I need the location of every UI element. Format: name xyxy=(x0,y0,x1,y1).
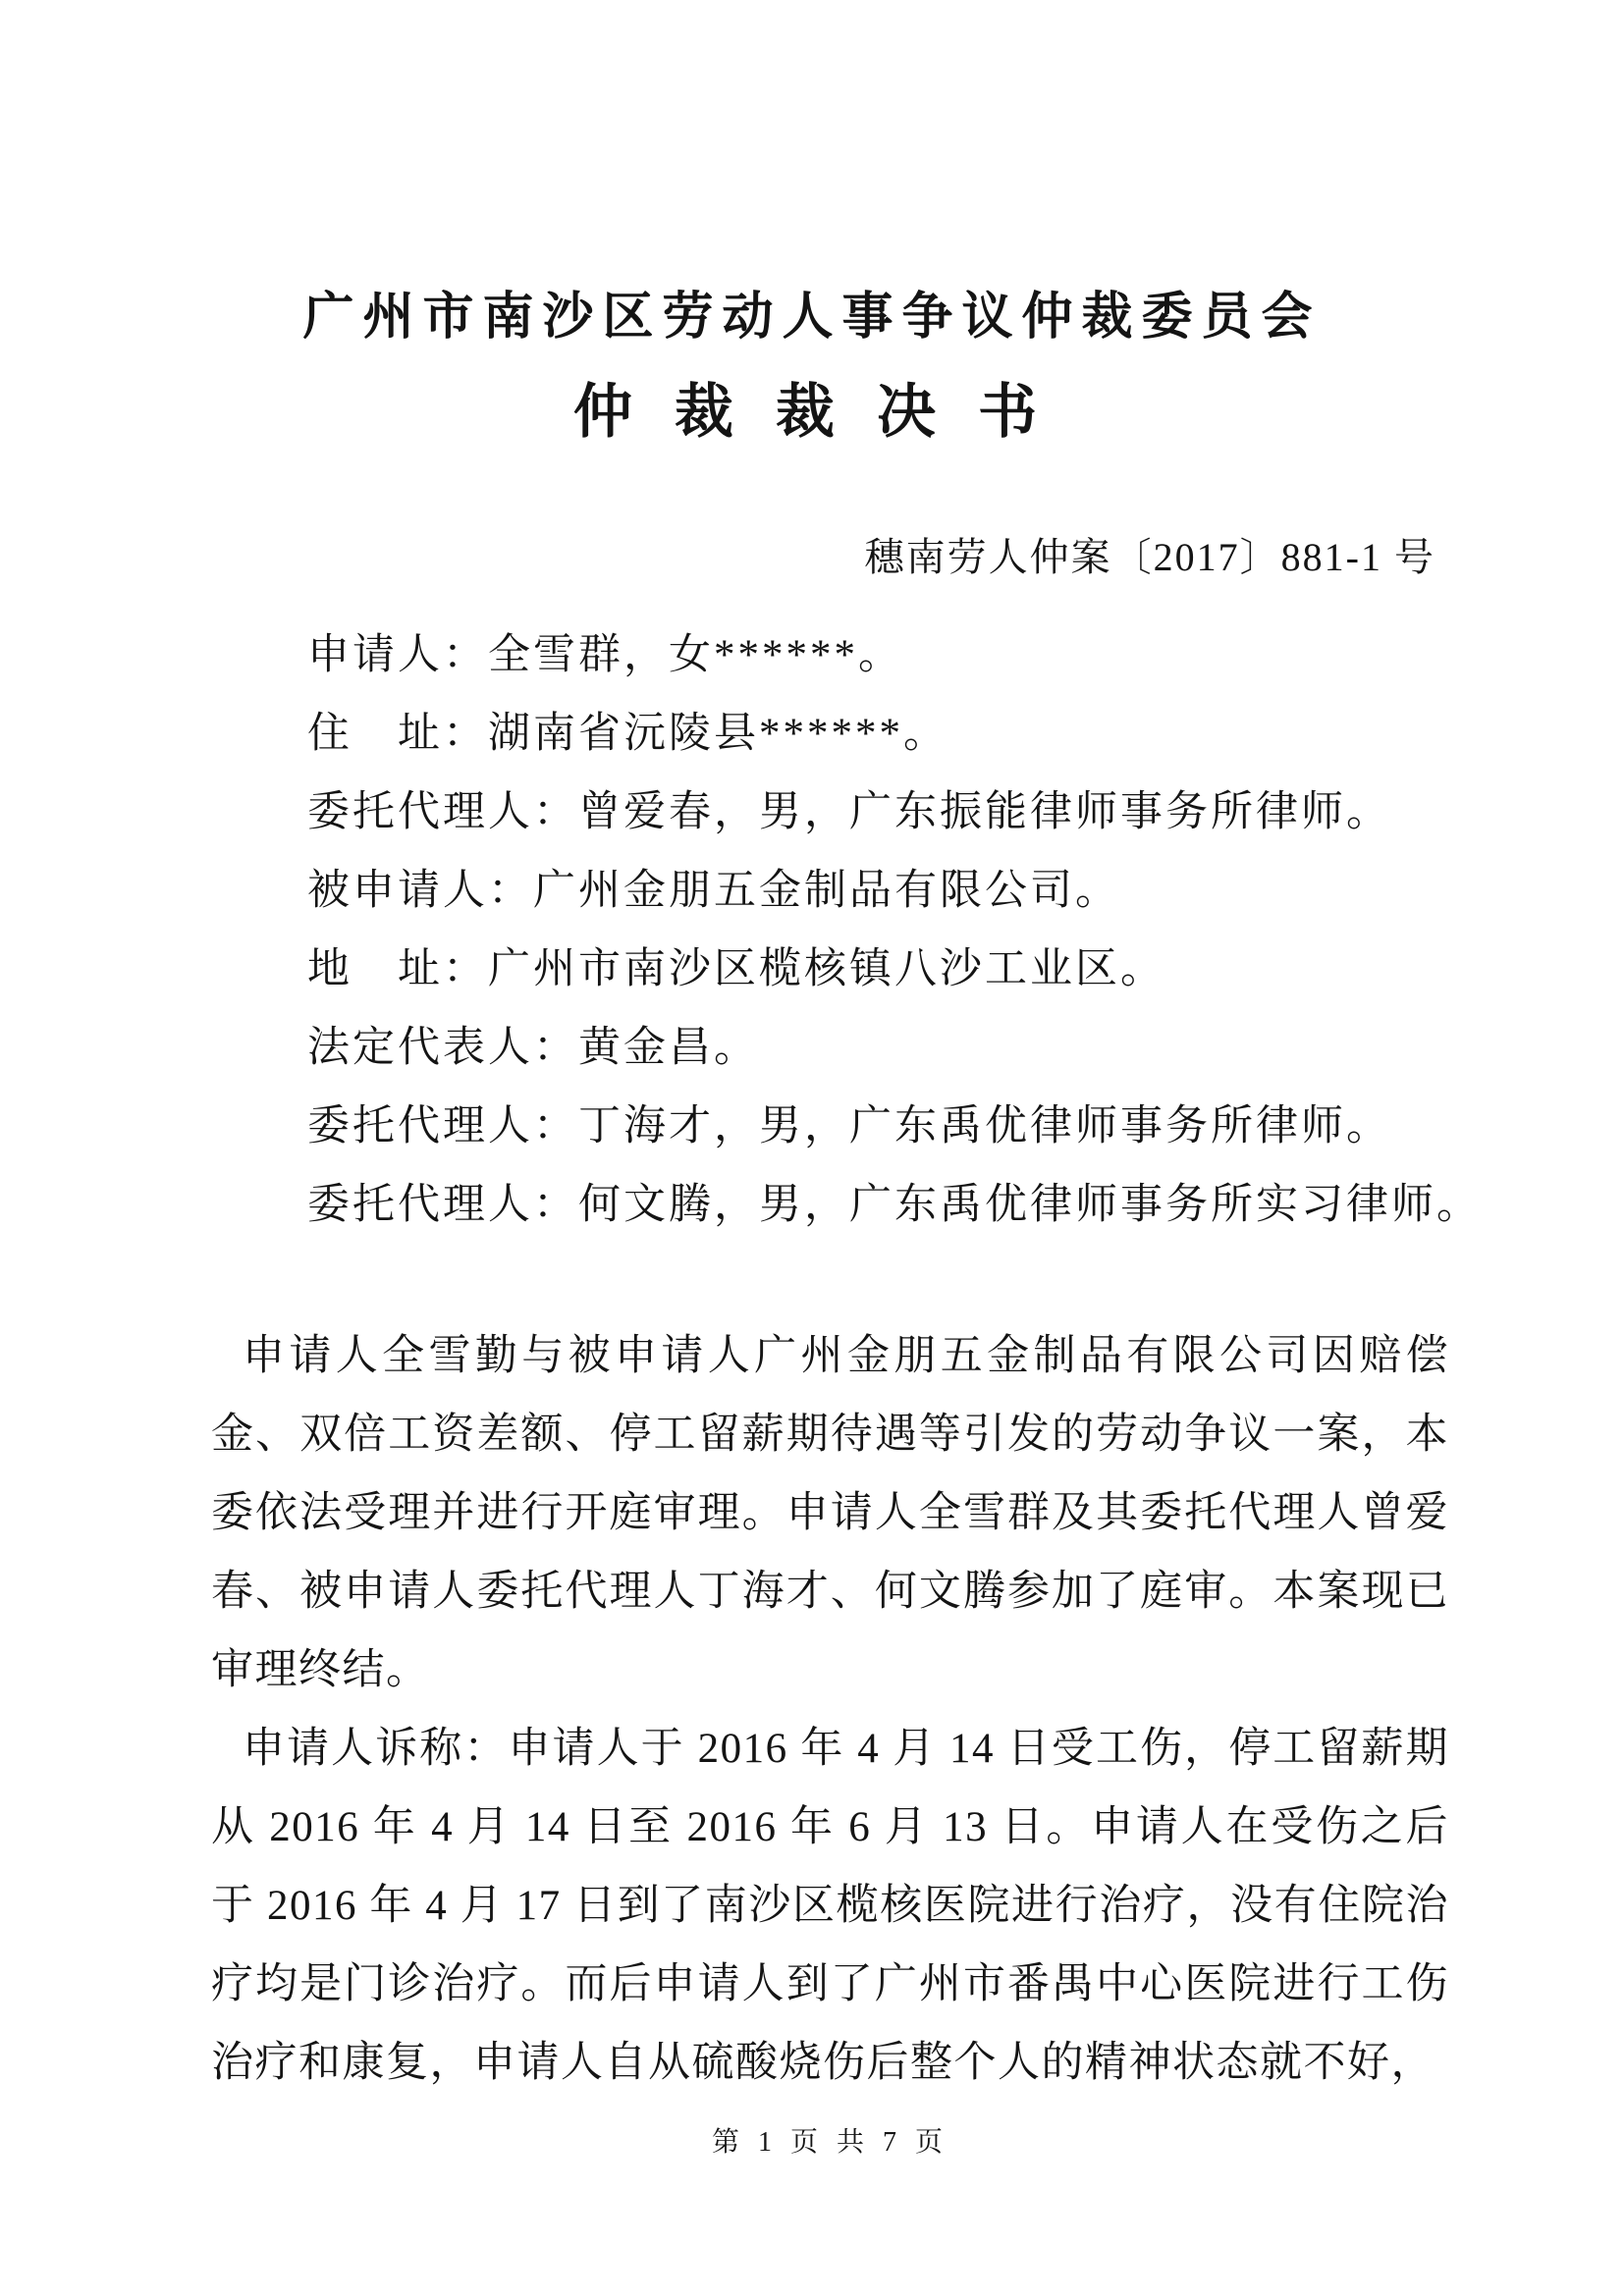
paragraph-applicant-claim: 申请人诉称：申请人于 2016 年 4 月 14 日受工伤，停工留薪期从 2016 年 4 月 14 日至 2016 年 6 月 13 日。申请人在受伤之后于 2016 年 4 月 17 日到了南沙区榄核医院进行治疗，没有住院治疗均是门诊治疗。而后申请人到了广州市番禺中心医院进行工伤治疗和康复，申请人自从硫酸烧伤后整个人的精神状态就不好， xyxy=(211,1726,1449,2086)
paragraph-case-summary: 申请人全雪勤与被申请人广州金朋五金制品有限公司因赔偿金、双倍工资差额、停工留薪期待遇等引发的劳动争议一案，本委依法受理并进行开庭审理。申请人全雪群及其委托代理人曾爱春、被申请人委托代理人丁海才、何文腾参加了庭审。本案现已审理终结。 xyxy=(211,1333,1449,1693)
document-body xyxy=(211,1317,1449,2103)
party-line-applicant: 申请人：全雪群，女******。 xyxy=(307,632,903,678)
party-line-applicant-address: 住 址：湖南省沅陵县******。 xyxy=(307,711,948,757)
party-line-respondent-agent-1: 委托代理人：丁海才，男，广东禹优律师事务所律师。 xyxy=(307,1103,1391,1149)
committee-title: 广州市南沙区劳动人事争议仲裁委员会 xyxy=(302,290,1322,346)
party-line-respondent: 被申请人：广州金朋五金制品有限公司。 xyxy=(307,868,1120,914)
party-line-respondent-address: 地 址：广州市南沙区榄核镇八沙工业区。 xyxy=(307,946,1165,992)
case-number: 穗南劳人仲案〔2017〕881-1 号 xyxy=(864,535,1435,579)
document-type-title: 仲 裁 裁 决 书 xyxy=(573,380,1051,445)
party-info-block xyxy=(307,616,1482,1245)
party-line-applicant-agent: 委托代理人：曾爱春，男，广东振能律师事务所律师。 xyxy=(307,789,1391,835)
page-number-footer: 第 1 页 共 7 页 xyxy=(711,2127,948,2158)
party-line-respondent-agent-2: 委托代理人：何文腾，男，广东禹优律师事务所实习律师。 xyxy=(307,1182,1482,1228)
party-line-legal-representative: 法定代表人：黄金昌。 xyxy=(307,1025,759,1071)
